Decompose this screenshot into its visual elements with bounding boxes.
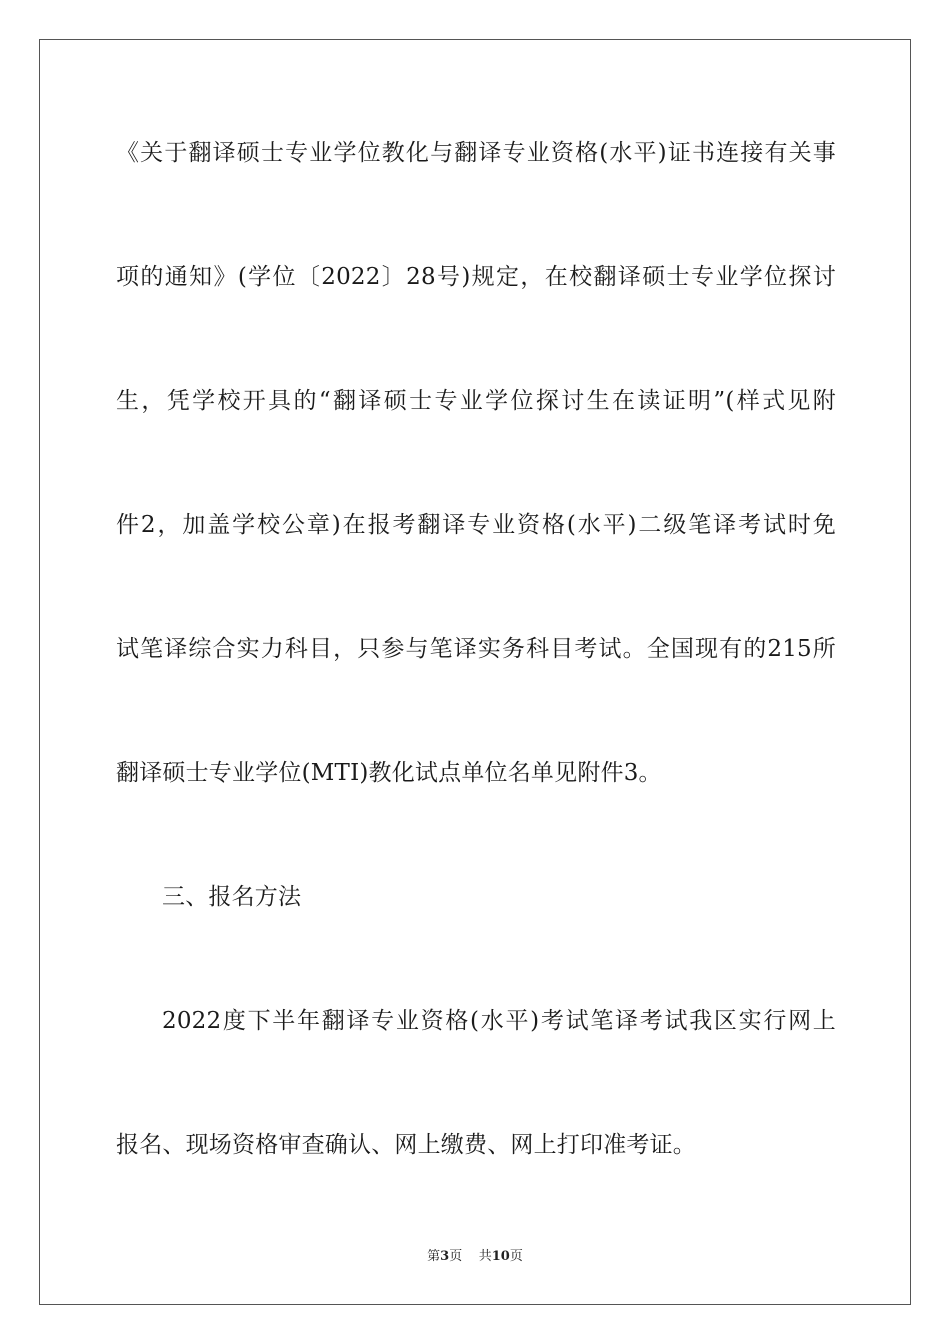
paragraph-line-1: 《关于翻译硕士专业学位教化与翻译专业资格(水平)证书连接有关事	[116, 140, 836, 166]
page-border	[39, 39, 911, 1305]
page-suffix: 页	[449, 1249, 463, 1264]
paragraph-line-6: 翻译硕士专业学位(MTI)教化试点单位名单见附件3。	[116, 760, 662, 786]
total-pages: 10	[491, 1249, 510, 1264]
page-footer	[0, 1248, 950, 1266]
total-prefix: 共	[478, 1249, 492, 1264]
paragraph-line-4: 件2，加盖学校公章)在报考翻译专业资格(水平)二级笔译考试时免	[116, 512, 836, 538]
paragraph-line-5: 试笔译综合实力科目，只参与笔译实务科目考试。全国现有的215所	[116, 636, 836, 662]
section-heading: 三、报名方法	[162, 884, 302, 910]
paragraph-line-7: 2022度下半年翻译专业资格(水平)考试笔译考试我区实行网上	[162, 1008, 836, 1034]
total-suffix: 页	[509, 1249, 523, 1264]
paragraph-line-3: 生，凭学校开具的“翻译硕士专业学位探讨生在读证明”(样式见附	[116, 388, 836, 414]
page-number: 3	[440, 1249, 450, 1264]
paragraph-line-2: 项的通知》(学位〔2022〕28号)规定，在校翻译硕士专业学位探讨	[116, 264, 836, 290]
page-prefix: 第	[427, 1249, 441, 1264]
paragraph-line-8: 报名、现场资格审查确认、网上缴费、网上打印准考证。	[116, 1132, 696, 1158]
